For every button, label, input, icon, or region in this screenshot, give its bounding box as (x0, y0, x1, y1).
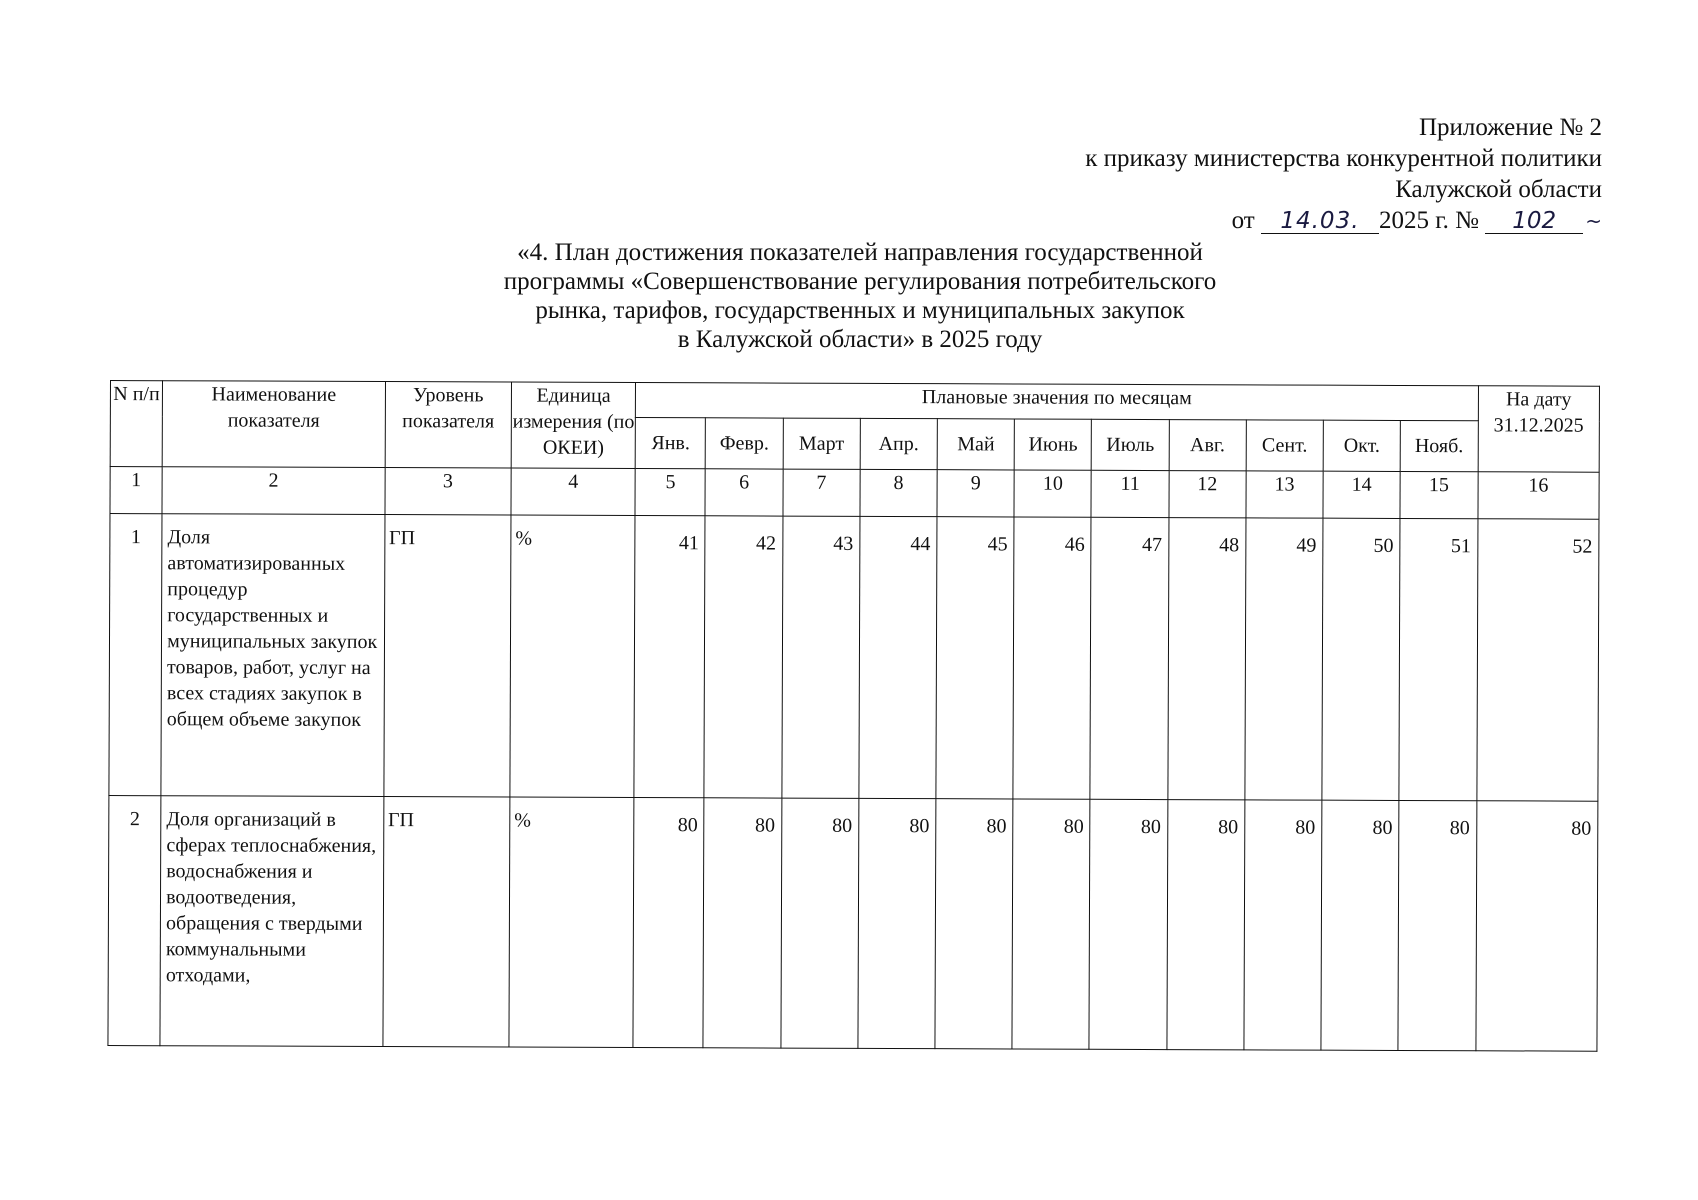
month-header: Май (937, 419, 1014, 470)
appendix-region: Калужской области (1395, 176, 1602, 203)
date-year: 2025 г. № (1378, 207, 1479, 234)
title-line-3: рынка, тарифов, государственных и муниципальных закупок (535, 297, 1185, 324)
column-number: 8 (860, 469, 937, 516)
column-number-row (110, 467, 1599, 520)
header-name: Наименование показателя (162, 381, 385, 468)
final-value: 80 (1475, 801, 1597, 1051)
appendix-date-line (1085, 205, 1602, 237)
table-row (109, 514, 1599, 802)
month-header: Нояб. (1400, 420, 1478, 471)
month-value: 80 (633, 798, 704, 1048)
appendix-header (1085, 112, 1602, 237)
title-line-1: «4. План достижения показателей направления государственной (517, 239, 1203, 266)
month-value: 80 (935, 799, 1013, 1049)
month-value: 80 (858, 798, 936, 1048)
column-number: 2 (162, 467, 385, 515)
month-header: Сент. (1246, 420, 1323, 471)
appendix-number: Приложение № 2 (1418, 114, 1602, 141)
header-plan: Плановые значения по месяцам (636, 383, 1478, 421)
column-number: 4 (511, 468, 635, 515)
appendix-order-ref: к приказу министерства конкурентной политики (1085, 145, 1602, 172)
column-number: 14 (1323, 471, 1400, 518)
handwritten-flourish: ~ (1585, 209, 1602, 233)
handwritten-order-number: 102 (1485, 209, 1583, 234)
month-value: 44 (859, 516, 937, 798)
final-value: 52 (1476, 519, 1599, 801)
column-number: 6 (705, 469, 782, 516)
header-final: На дату 31.12.2025 (1478, 386, 1600, 472)
month-value: 80 (1321, 800, 1399, 1050)
row-number: 1 (109, 514, 162, 796)
column-number: 11 (1091, 470, 1168, 517)
month-header: Окт. (1323, 420, 1400, 471)
header-num: N п/п (110, 381, 162, 467)
column-number: 3 (385, 468, 511, 515)
month-value: 47 (1090, 517, 1168, 799)
column-number: 13 (1246, 471, 1323, 518)
month-value: 80 (1398, 800, 1476, 1050)
month-value: 43 (782, 516, 860, 798)
column-number: 5 (635, 469, 705, 516)
handwritten-date: 14.03. (1261, 209, 1379, 234)
table-row (108, 795, 1598, 1051)
indicator-level: ГП (384, 515, 511, 797)
column-number: 15 (1400, 471, 1478, 518)
month-value: 80 (1089, 799, 1167, 1049)
month-value: 80 (781, 798, 859, 1048)
column-number: 7 (783, 469, 860, 516)
month-value: 46 (1013, 517, 1091, 799)
column-number: 12 (1169, 471, 1246, 518)
month-value: 80 (1167, 800, 1245, 1050)
indicator-name: Доля организаций в сферах теплоснабжения, водоснабжения и водоотведения, обращения с твердыми коммунальными отходами, (160, 796, 384, 1047)
plan-table (107, 380, 1600, 1052)
month-value: 50 (1322, 518, 1400, 800)
column-number: 1 (110, 467, 162, 514)
month-header: Июнь (1014, 419, 1091, 470)
month-header: Авг. (1169, 420, 1246, 471)
month-value: 80 (703, 798, 781, 1048)
indicator-unit: % (510, 515, 635, 797)
month-header: Март (783, 418, 860, 469)
month-header: Апр. (860, 418, 937, 469)
column-number: 16 (1477, 472, 1599, 519)
indicator-level: ГП (383, 797, 510, 1047)
header-row-1 (110, 381, 1599, 422)
month-value: 42 (704, 516, 782, 798)
column-number: 10 (1014, 470, 1091, 517)
month-value: 80 (1012, 799, 1090, 1049)
month-value: 49 (1245, 518, 1323, 800)
column-number: 9 (937, 470, 1014, 517)
month-header: Февр. (706, 418, 783, 469)
month-value: 80 (1244, 800, 1322, 1050)
header-unit: Единица измерения (по ОКЕИ) (511, 382, 636, 468)
indicator-name: Доля автоматизированных процедур государственных и муниципальных закупок товаров, работ, услуг на всех стадиях закупок в общем объеме закупок (161, 514, 385, 797)
month-header: Янв. (635, 418, 705, 469)
title-line-2: программы «Совершенствование регулирования потребительского (503, 268, 1217, 295)
row-number: 2 (108, 795, 161, 1045)
month-value: 41 (634, 516, 705, 798)
header-level: Уровень показателя (385, 382, 512, 468)
date-prefix: от (1231, 207, 1255, 234)
title-line-4: в Калужской области» в 2025 году (677, 326, 1043, 353)
indicator-unit: % (509, 797, 634, 1047)
document-title (470, 238, 1250, 354)
month-header: Июль (1092, 419, 1169, 470)
month-value: 48 (1168, 518, 1246, 800)
month-value: 45 (936, 517, 1014, 799)
month-value: 51 (1399, 518, 1477, 800)
